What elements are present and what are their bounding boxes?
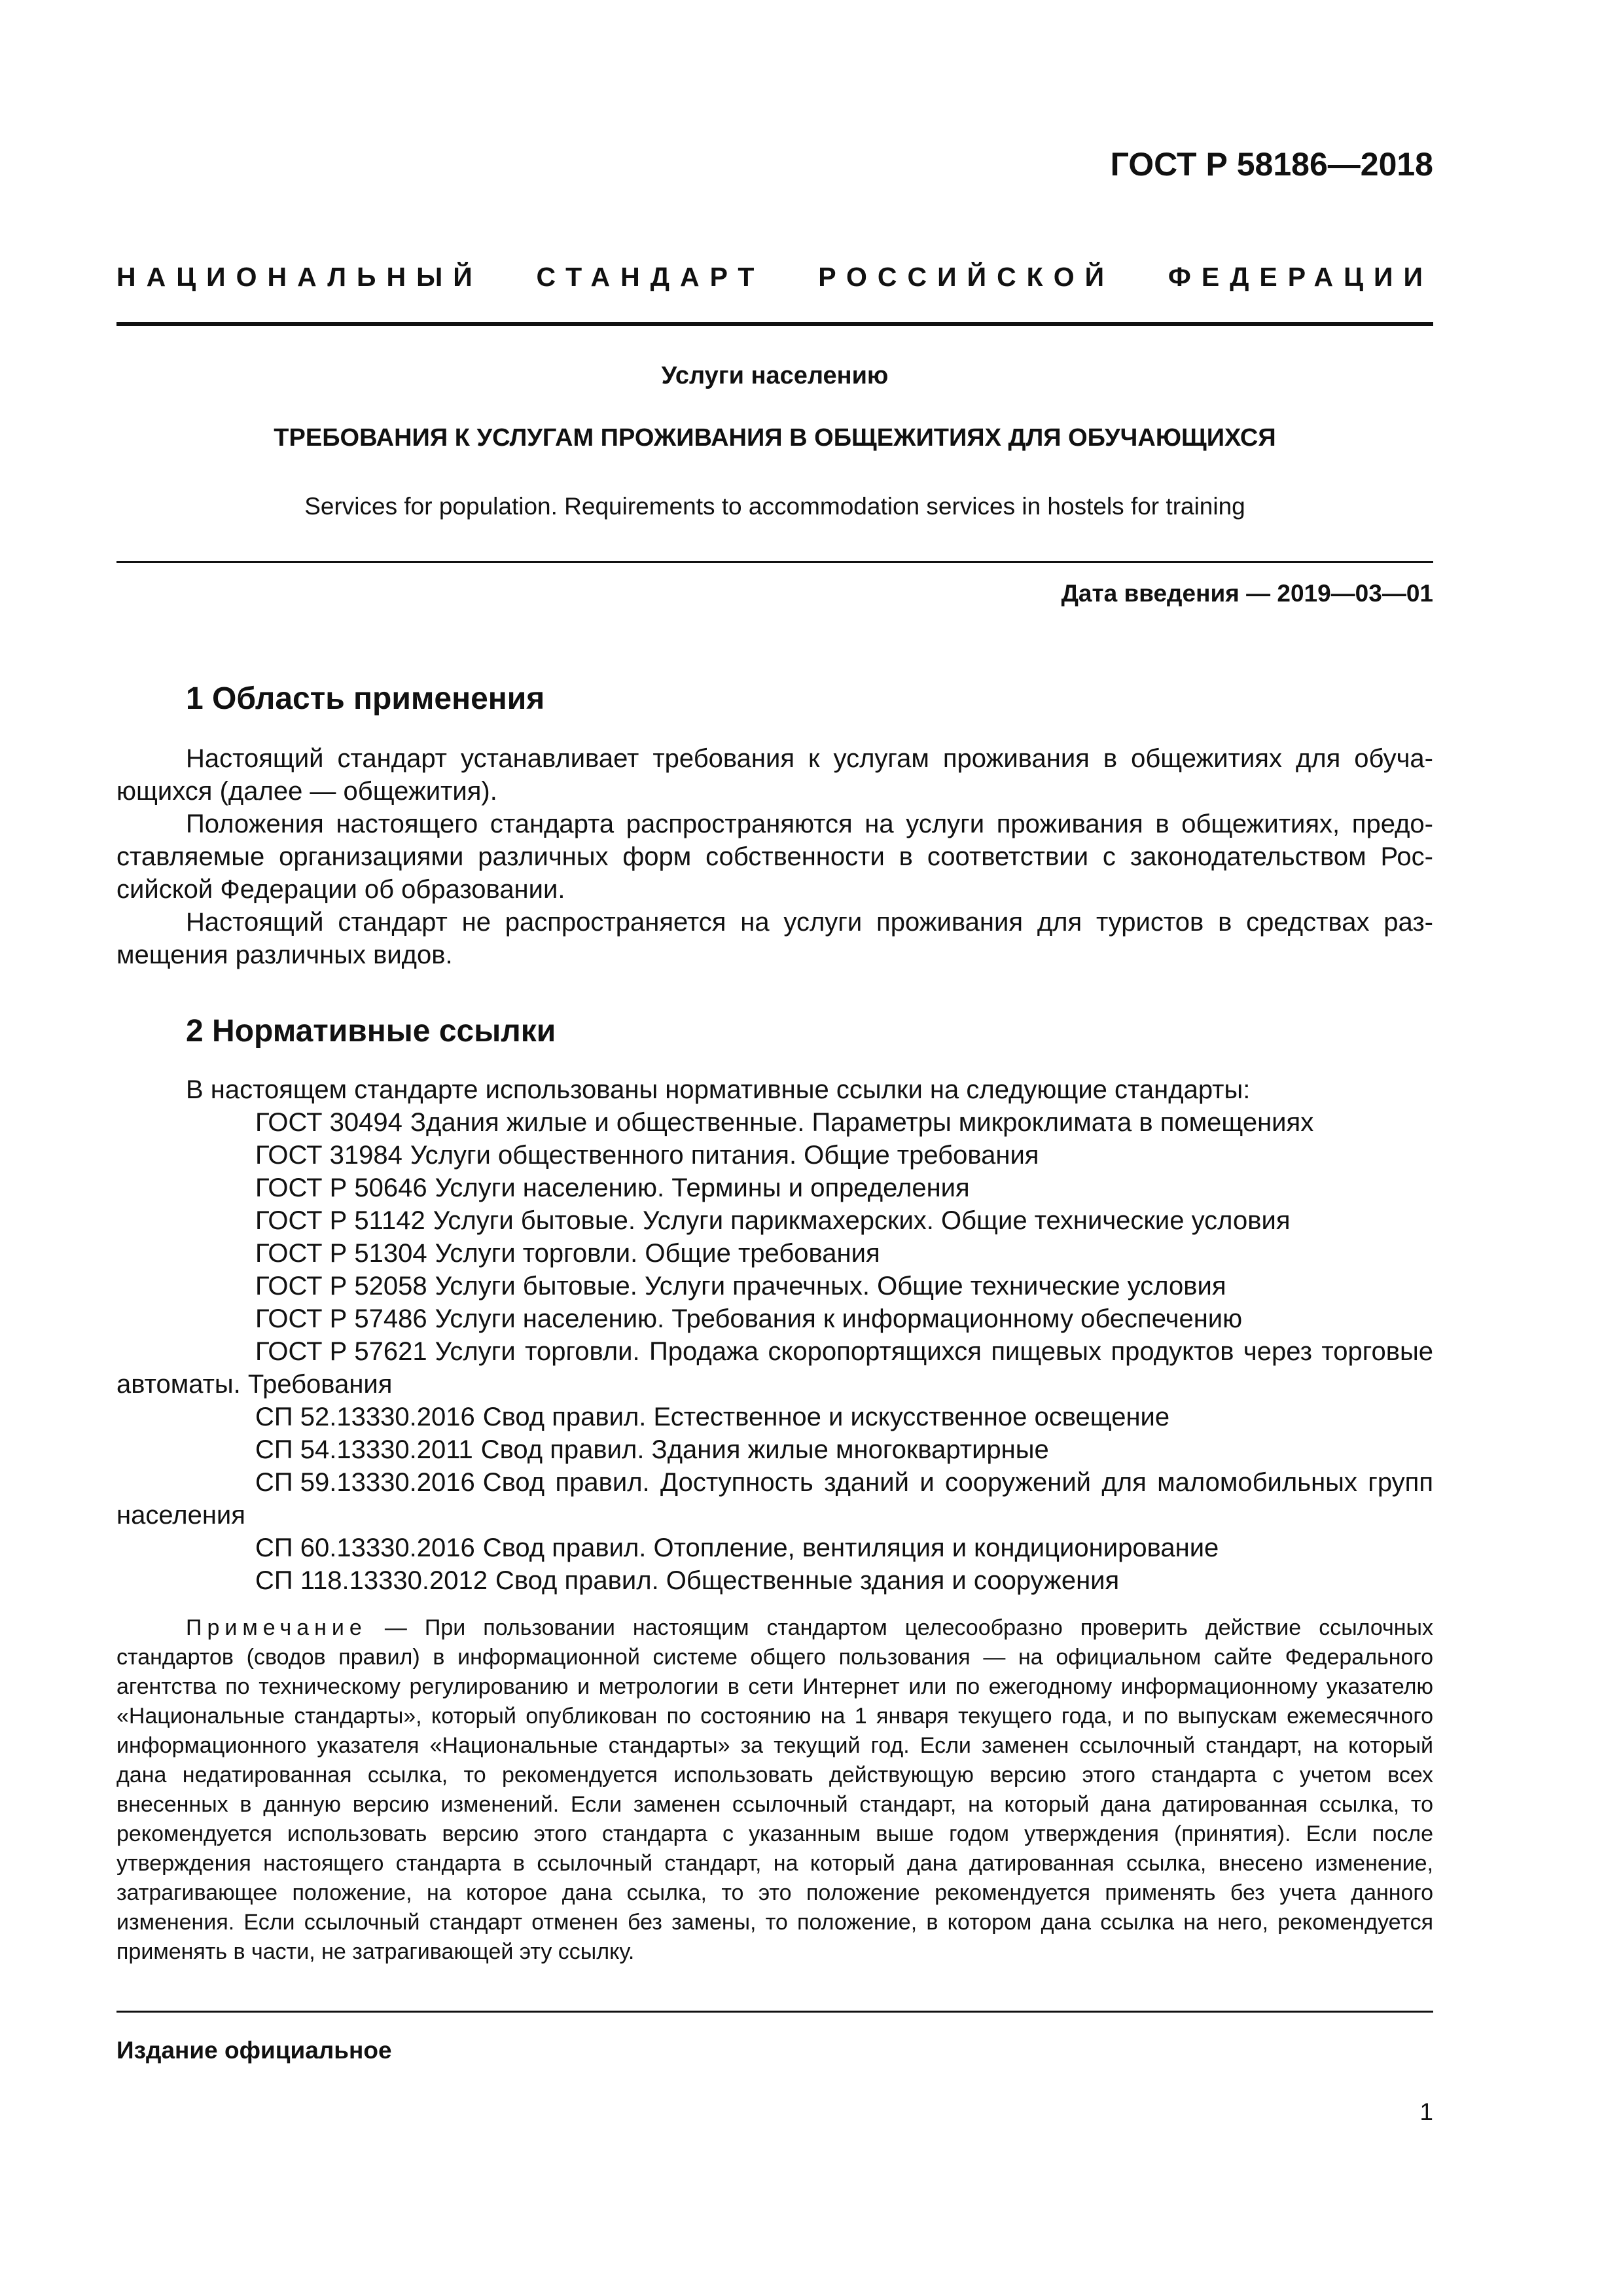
scope-paragraph: Настоящий стандарт не распространяется на услуги проживания для туристов в средствах размещения различных видов. <box>116 908 1433 969</box>
reference-code: ГОСТ Р 50646 <box>255 1174 427 1202</box>
reference-title: Свод правил. Общественные здания и сооружения <box>495 1566 1120 1595</box>
reference-code: ГОСТ 30494 <box>255 1108 402 1137</box>
reference-code: СП 118.13330.2012 <box>255 1566 488 1595</box>
reference-item <box>116 1106 1433 1139</box>
scope-paragraph: Положения настоящего стандарта распространяются на услуги проживания в общежитиях, предоставляемые организациями различных форм собственности в соответствии с законодательством Российской Федерации об образовании. <box>116 810 1433 904</box>
page-number: 1 <box>1419 2098 1433 2125</box>
reference-code: ГОСТ Р 51142 <box>255 1206 425 1235</box>
reference-item <box>116 1433 1433 1466</box>
reference-title: Услуги населению. Требования к информационному обеспечению <box>435 1304 1243 1333</box>
reference-item <box>116 1237 1433 1270</box>
reference-code: ГОСТ Р 51304 <box>255 1239 427 1268</box>
reference-code: ГОСТ 31984 <box>255 1141 402 1170</box>
reference-title: Услуги бытовые. Услуги парикмахерских. Общие технические условия <box>433 1206 1291 1235</box>
reference-item <box>116 1270 1433 1302</box>
reference-title: Услуги общественного питания. Общие требования <box>410 1141 1039 1170</box>
reference-item <box>116 1401 1433 1433</box>
reference-title: Свод правил. Отопление, вентиляция и кондиционирование <box>482 1534 1219 1562</box>
section-heading-normative-refs: 2 Нормативные ссылки <box>186 1014 556 1049</box>
normative-references <box>116 1073 1433 1597</box>
intro-date: Дата введения — 2019—03—01 <box>1061 580 1433 607</box>
scope-paragraph: Настоящий стандарт устанавливает требования к услугам проживания в общежитиях для обучающихся (далее — общежития). <box>116 744 1433 806</box>
reference-title: Свод правил. Здания жилые многоквартирные <box>480 1435 1049 1464</box>
reference-title: Здания жилые и общественные. Параметры микроклимата в помещениях <box>410 1108 1314 1137</box>
service-title: Услуги населению <box>661 362 889 389</box>
national-standard-banner: НАЦИОНАЛЬНЫЙ СТАНДАРТ РОССИЙСКОЙ ФЕДЕРАЦИИ <box>116 262 1433 292</box>
main-title: ТРЕБОВАНИЯ К УСЛУГАМ ПРОЖИВАНИЯ В ОБЩЕЖИТИЯХ ДЛЯ ОБУЧАЮЩИХСЯ <box>274 424 1276 452</box>
english-title: Services for population. Requirements to accommodation services in hostels for training <box>304 493 1245 520</box>
reference-title: Услуги торговли. Общие требования <box>435 1239 880 1268</box>
doc-number: ГОСТ Р 58186—2018 <box>1110 146 1433 183</box>
reference-code: ГОСТ Р 57486 <box>255 1304 427 1333</box>
reference-item <box>116 1466 1433 1532</box>
refs-intro: В настоящем стандарте использованы нормативные ссылки на следующие стандарты: <box>186 1075 1251 1104</box>
reference-title: Услуги бытовые. Услуги прачечных. Общие технические условия <box>435 1272 1226 1300</box>
reference-code: СП 60.13330.2016 <box>255 1534 475 1562</box>
reference-code: ГОСТ Р 52058 <box>255 1272 427 1300</box>
reference-item <box>116 1204 1433 1237</box>
reference-title: Услуги торговли. Продажа скоропортящихся пищевых продуктов через торговые автоматы. Требования <box>116 1337 1433 1399</box>
reference-title: Услуги населению. Термины и определения <box>435 1174 970 1202</box>
scope-paragraphs <box>116 742 1433 971</box>
reference-code: СП 52.13330.2016 <box>255 1403 475 1431</box>
note-text: — При пользовании настоящим стандартом целесообразно проверить действие ссылочных стандартов (сводов правил) в информационной системе общего пользования — на официальном сайте Федерального агентства по техническому регулированию и метрологии в сети Интернет или по ежегодному информационному указателю «Национальные стандарты», который опубликован по состоянию на 1 января текущего года, и по выпускам ежемесячного информационного указателя «Национальные стандарты» за текущий год. Если заменен ссылочный стандарт, на который дана недатированная ссылка, то рекомендуется использовать действующую версию этого стандарта с учетом всех внесенных в данную версию изменений. Если заменен ссылочный стандарт, на который дана датированная ссылка, то рекомендуется использовать версию этого стандарта с указанным выше годом утверждения (принятия). Если после утверждения настоящего стандарта в ссылочный стандарт, на который дана датированная ссылка, внесено изменение, затрагивающее положение, на которое дана ссылка, то это положение рекомендуется применять без учета данного изменения. Если ссылочный стандарт отменен без замены, то положение, в котором дана ссылка на него, рекомендуется применять в части, не затрагивающей эту ссылку. <box>116 1615 1433 1964</box>
reference-item <box>116 1139 1433 1172</box>
reference-item <box>116 1172 1433 1204</box>
note-label: Примечание <box>186 1615 367 1640</box>
title-rule <box>116 561 1433 563</box>
note-paragraph <box>116 1613 1433 1967</box>
reference-code: ГОСТ Р 57621 <box>255 1337 427 1366</box>
reference-item <box>116 1564 1433 1597</box>
edition-label: Издание официальное <box>116 2037 392 2064</box>
reference-item <box>116 1335 1433 1401</box>
reference-title: Свод правил. Естественное и искусственное освещение <box>482 1403 1170 1431</box>
section-heading-scope: 1 Область применения <box>186 681 545 716</box>
reference-item <box>116 1302 1433 1335</box>
reference-code: СП 59.13330.2016 <box>255 1468 475 1497</box>
reference-item <box>116 1532 1433 1564</box>
header-rule <box>116 322 1433 326</box>
reference-title: Свод правил. Доступность зданий и сооружений для маломобильных групп населения <box>116 1468 1433 1530</box>
reference-code: СП 54.13330.2011 <box>255 1435 473 1464</box>
reference-note <box>116 1613 1433 1967</box>
footer-rule <box>116 2011 1433 2013</box>
